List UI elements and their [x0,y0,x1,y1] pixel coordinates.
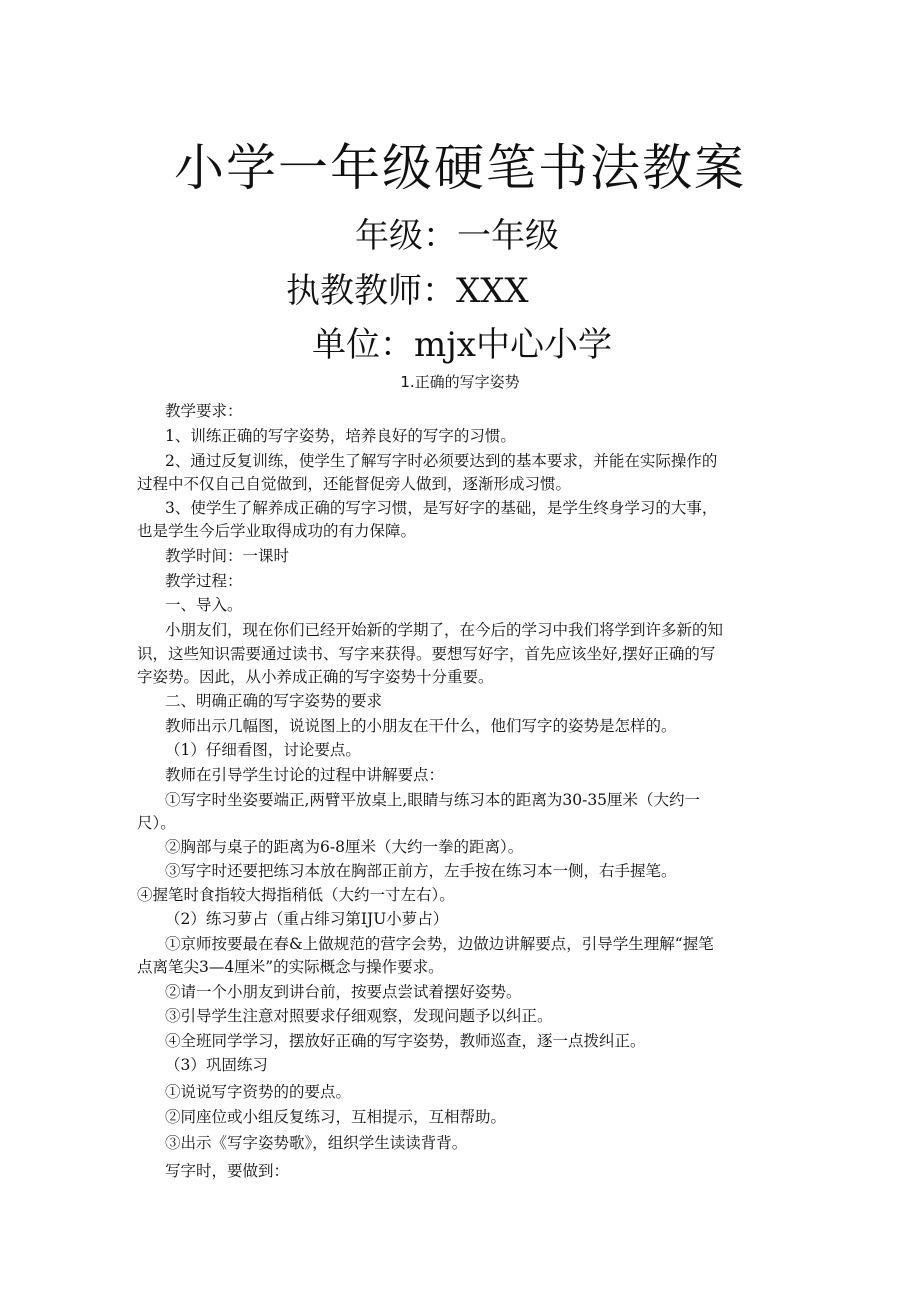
body-line: 教学时间：一课时 [165,547,290,565]
body-line: （3）巩固练习 [165,1056,268,1074]
teacher-line: 执教教师：XXX [286,271,529,311]
body-line: （2）练习萝占（重占绯习第IJU小萝占） [165,910,449,928]
body-line: 过程中不仅自己自觉做到，还能督促旁人做到，逐渐形成习惯。 [137,475,572,493]
body-line: ①京师按要最在春&上做规范的营字会势，边做边讲解要点，引导学生理解“握笔 [165,935,714,953]
body-line: 3、使学生了解养成正确的写字习惯，是写好字的基础，是学生终身学习的大事， [165,499,718,517]
body-line: 教师在引导学生讨论的过程中讲解要点： [165,766,445,784]
body-line: ④全班同学学习，摆放好正确的写字姿势，教师巡查，逐一点拨纠正。 [165,1032,646,1050]
body-line: 一、导入。 [165,596,243,614]
body-line: ②胸部与桌子的距离为6-8厘米（大约一拳的距离）。 [165,838,524,856]
body-line: 1、训练正确的写字姿势，培养良好的写字的习惯。 [165,427,516,445]
body-line: ③出示《写字姿势歌》，组织学生读读背背。 [165,1134,468,1152]
body-line: ①说说写字资势的的要点。 [165,1083,352,1101]
unit-line: 单位：mjx中心小学 [312,325,612,365]
body-line: 点离笔尖3—4厘米”的实际概念与操作要求。 [137,958,444,976]
body-line: 字姿势。因此，从小养成正确的写字姿势十分重要。 [137,668,494,686]
body-line: 二、明确正确的写字姿势的要求 [165,692,383,710]
body-line: 识，这些知识需要通过读书、写字来获得。要想写好字，首先应该坐好,摆好正确的写 [137,645,716,663]
document-title: 小学一年级硬笔书法教案 [174,139,746,197]
body-line: 教学过程： [165,572,243,590]
body-line: ④握笔时食指较大拇指稍低（大约一寸左右）。 [137,886,455,904]
body-line: 教师出示几幅图，说说图上的小朋友在干什么，他们写字的姿势是怎样的。 [165,717,677,735]
body-line: 2、通过反复训练，使学生了解写字时必须要达到的基本要求，并能在实际操作的 [165,452,718,470]
body-line: ②请一个小朋友到讲台前，按要点尝试着摆好姿势。 [165,983,522,1001]
body-line: 也是学生今后学业取得成功的有力保障。 [137,522,417,540]
section-title: 1.正确的写字姿势 [400,373,520,391]
body-line: 尺）。 [137,814,176,832]
body-line: ②同座位或小组反复练习，互相提示，互相帮助。 [165,1108,507,1126]
body-line: 教学要求： [165,402,243,420]
body-line: （1）仔细看图，讨论要点。 [165,741,361,759]
body-line: ③写字时还要把练习本放在胸部正前方，左手按在练习本一侧，右手握笔。 [165,862,677,880]
body-line: ①写字时坐姿要端正,两臂平放桌上,眼睛与练习本的距离为30-35厘米（大约一 [165,791,701,809]
body-line: 写字时，要做到： [165,1162,290,1180]
body-line: 小朋友们，现在你们已经开始新的学期了，在今后的学习中我们将学到许多新的知 [165,621,724,639]
body-line: ③引导学生注意对照要求仔细观察，发现问题予以纠正。 [165,1007,553,1025]
grade-line: 年级：一年级 [355,216,559,256]
